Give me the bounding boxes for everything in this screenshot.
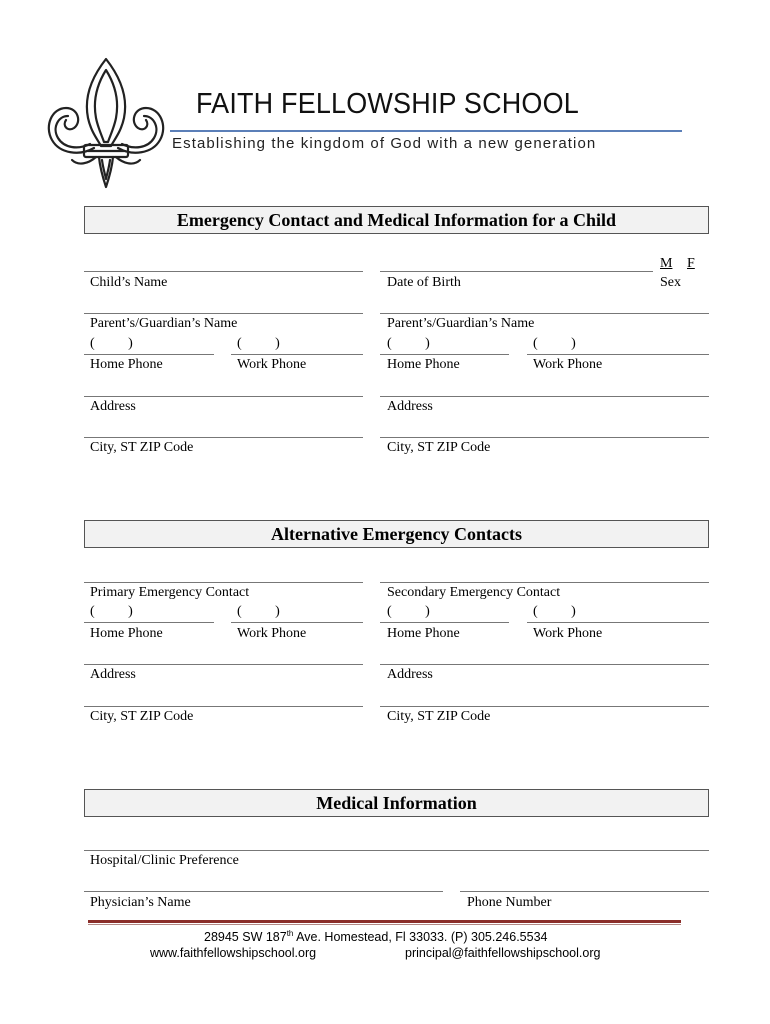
address-1-field[interactable] xyxy=(84,396,363,397)
paren-home-3: ( ) xyxy=(90,604,133,619)
address-4-label: Address xyxy=(387,667,433,682)
paren-home-2: ( ) xyxy=(387,336,430,351)
address-3-field[interactable] xyxy=(84,664,363,665)
parent-name-2-field[interactable] xyxy=(380,313,709,314)
home-phone-2-field[interactable] xyxy=(380,354,509,355)
work-phone-2-field[interactable] xyxy=(527,354,709,355)
childs-name-label: Child’s Name xyxy=(90,275,168,290)
home-phone-1-field[interactable] xyxy=(84,354,214,355)
sex-f-option[interactable]: F xyxy=(687,256,695,271)
work-phone-3-label: Work Phone xyxy=(237,626,307,641)
parent-name-1-label: Parent’s/Guardian’s Name xyxy=(90,316,238,331)
city-1-field[interactable] xyxy=(84,437,363,438)
paren-work-2: ( ) xyxy=(533,336,576,351)
city-3-field[interactable] xyxy=(84,706,363,707)
address-3-label: Address xyxy=(90,667,136,682)
secondary-contact-label: Secondary Emergency Contact xyxy=(387,585,561,600)
city-1-label: City, ST ZIP Code xyxy=(90,440,194,455)
address-2-field[interactable] xyxy=(380,396,709,397)
primary-contact-field[interactable] xyxy=(84,582,363,583)
footer-rule xyxy=(88,920,681,923)
physician-label: Physician’s Name xyxy=(90,895,191,910)
city-2-field[interactable] xyxy=(380,437,709,438)
section-title-alternative: Alternative Emergency Contacts xyxy=(84,520,709,548)
city-3-label: City, ST ZIP Code xyxy=(90,709,194,724)
primary-contact-label: Primary Emergency Contact xyxy=(90,585,250,600)
home-phone-1-label: Home Phone xyxy=(90,357,163,372)
section-title-medical: Medical Information xyxy=(84,789,709,817)
date-of-birth-field[interactable] xyxy=(380,271,653,272)
home-phone-3-field[interactable] xyxy=(84,622,214,623)
work-phone-2-label: Work Phone xyxy=(533,357,603,372)
paren-work-4: ( ) xyxy=(533,604,576,619)
physician-field[interactable] xyxy=(84,891,443,892)
address-1-label: Address xyxy=(90,399,136,414)
address-4-field[interactable] xyxy=(380,664,709,665)
work-phone-3-field[interactable] xyxy=(231,622,363,623)
work-phone-1-field[interactable] xyxy=(231,354,363,355)
paren-work-1: ( ) xyxy=(237,336,280,351)
work-phone-1-label: Work Phone xyxy=(237,357,307,372)
hospital-label: Hospital/Clinic Preference xyxy=(90,853,239,868)
phone-number-label: Phone Number xyxy=(467,895,552,910)
date-of-birth-label: Date of Birth xyxy=(387,275,461,290)
home-phone-3-label: Home Phone xyxy=(90,626,163,641)
parent-name-1-field[interactable] xyxy=(84,313,363,314)
footer-address: 28945 SW 187th Ave. Homestead, Fl 33033. (P) 305.246.5534 xyxy=(204,929,548,945)
footer-email-link[interactable]: principal@faithfellowshipschool.org xyxy=(405,946,601,960)
address-2-label: Address xyxy=(387,399,433,414)
paren-home-4: ( ) xyxy=(387,604,430,619)
childs-name-field[interactable] xyxy=(84,271,363,272)
footer-website-link[interactable]: www.faithfellowshipschool.org xyxy=(150,946,317,960)
sex-m-option[interactable]: M xyxy=(660,256,673,271)
work-phone-4-field[interactable] xyxy=(527,622,709,623)
paren-work-3: ( ) xyxy=(237,604,280,619)
secondary-contact-field[interactable] xyxy=(380,582,709,583)
work-phone-4-label: Work Phone xyxy=(533,626,603,641)
school-name: FAITH FELLOWSHIP SCHOOL xyxy=(196,88,579,120)
tagline: Establishing the kingdom of God with a new generation xyxy=(172,135,597,152)
section-title-child: Emergency Contact and Medical Information for a Child xyxy=(84,206,709,234)
paren-home-1: ( ) xyxy=(90,336,133,351)
parent-name-2-label: Parent’s/Guardian’s Name xyxy=(387,316,535,331)
home-phone-4-label: Home Phone xyxy=(387,626,460,641)
city-4-field[interactable] xyxy=(380,706,709,707)
tagline-rule xyxy=(170,130,682,132)
city-2-label: City, ST ZIP Code xyxy=(387,440,491,455)
footer-rule-thin xyxy=(88,924,681,925)
hospital-field[interactable] xyxy=(84,850,709,851)
phone-number-field[interactable] xyxy=(460,891,709,892)
home-phone-2-label: Home Phone xyxy=(387,357,460,372)
sex-label: Sex xyxy=(660,275,681,290)
fleur-de-lis-icon xyxy=(44,56,168,190)
home-phone-4-field[interactable] xyxy=(380,622,509,623)
city-4-label: City, ST ZIP Code xyxy=(387,709,491,724)
